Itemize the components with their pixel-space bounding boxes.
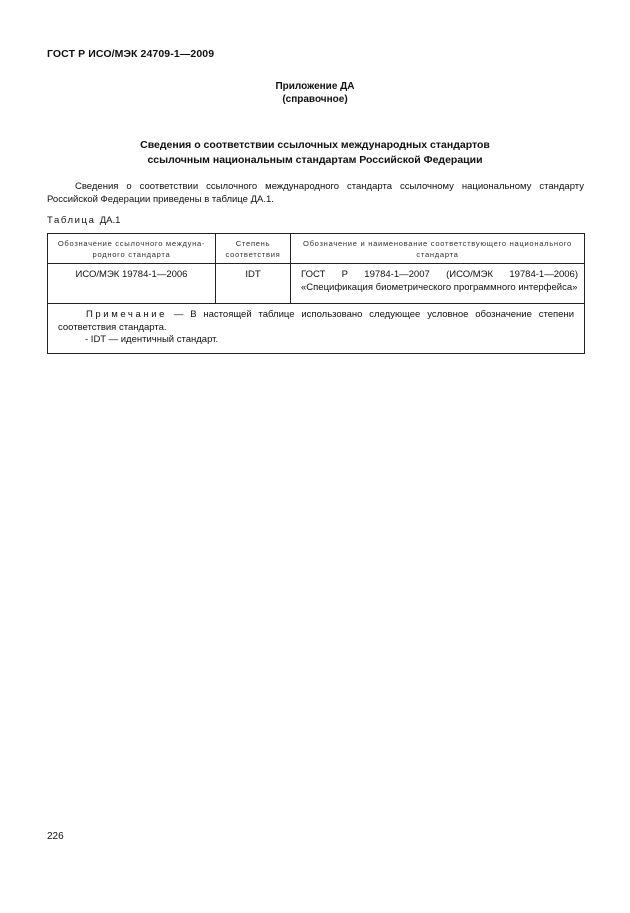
header-intl-standard: Обозначение ссылочного междуна-родного стандарта — [48, 234, 216, 264]
note-label: Примечание — [86, 309, 167, 320]
note-body: — В настоящей таблице использовано следующее условное обозначение степени соответствия стандарта. — [58, 309, 574, 333]
cell-degree: IDT — [216, 264, 291, 304]
appendix-title: Приложение ДА — [275, 81, 355, 92]
note-text — [58, 309, 574, 334]
standard-code-header: ГОСТ Р ИСО/МЭК 24709-1—2009 — [47, 48, 215, 60]
page-number: 226 — [47, 831, 64, 842]
correspondence-table — [47, 233, 585, 354]
table-row — [48, 264, 585, 304]
header-national-standard: Обозначение и наименование соответствующего национального стандарта — [291, 234, 585, 264]
table-note-row — [48, 304, 585, 354]
appendix-type: (справочное) — [282, 94, 348, 105]
note-item: - IDT — идентичный стандарт. — [85, 334, 219, 345]
section-title-line1: Сведения о соответствии ссылочных международных стандартов — [140, 139, 490, 151]
table-header-row — [48, 234, 585, 264]
section-title-line2: ссылочным национальным стандартам Российской Федерации — [147, 154, 483, 166]
cell-national-standard: ГОСТ Р 19784-1—2007 (ИСО/МЭК 19784-1—2006) «Спецификация биометрического программного интерфейса» — [291, 264, 585, 304]
header-degree: Степень соответствия — [216, 234, 291, 264]
table-caption-word: Таблица — [47, 215, 96, 226]
table-note — [48, 304, 585, 354]
table-caption-number: ДА.1 — [99, 215, 121, 226]
table-caption — [47, 215, 120, 226]
intro-paragraph: Сведения о соответствии ссылочного международного стандарта ссылочному национальному стандарту Российской Федерации приведены в таблице ДА.1. — [47, 181, 584, 205]
cell-intl-standard: ИСО/МЭК 19784-1—2006 — [48, 264, 216, 304]
